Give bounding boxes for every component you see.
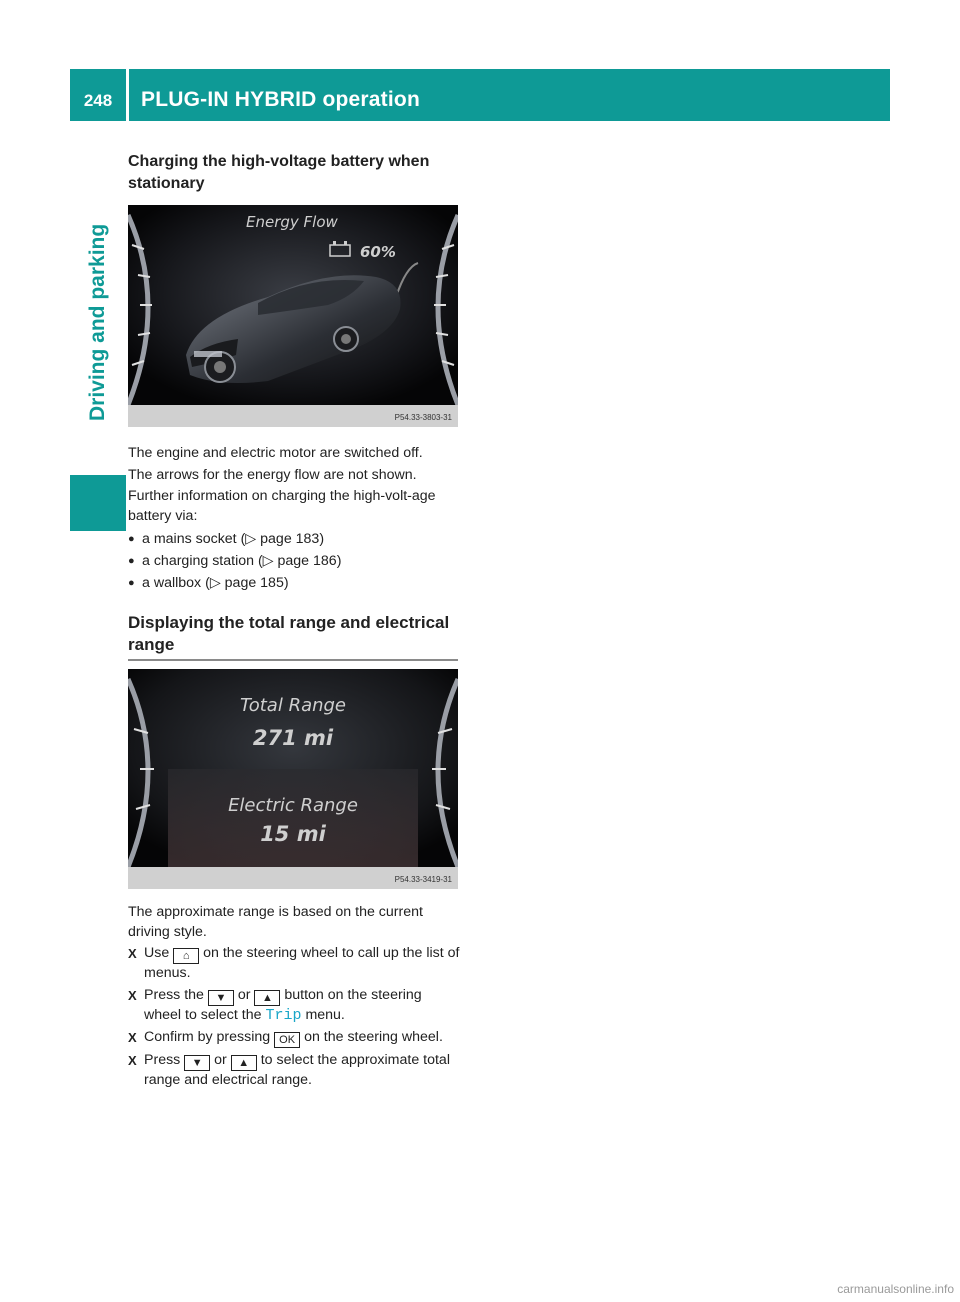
header-divider	[126, 69, 129, 121]
figure-code: P54.33-3419-31	[394, 875, 452, 884]
list-item: ● a charging station (▷ page 186)	[128, 550, 460, 572]
up-button-icon: ▲	[231, 1055, 257, 1071]
down-button-icon: ▼	[184, 1055, 210, 1071]
bullet-icon: ●	[128, 533, 135, 545]
charging-options-list	[128, 528, 460, 594]
chapter-title: PLUG-IN HYBRID operation	[141, 88, 420, 111]
trip-menu-label: Trip	[265, 1007, 302, 1024]
screen-title: Energy Flow	[246, 213, 338, 231]
energy-flow-figure	[128, 205, 458, 427]
paragraph-engine-off: The engine and electric motor are switched off.	[128, 445, 423, 461]
range-display	[128, 669, 458, 889]
step-arrow-icon: X	[128, 1030, 137, 1045]
bullet-icon: ●	[128, 577, 135, 589]
electric-range-value: 15 mi	[260, 822, 326, 846]
page-number: 248	[83, 91, 113, 110]
step-item: X Press ▼ or ▲ to select the approximate total range and electrical range.	[128, 1052, 450, 1088]
instruction-steps	[128, 944, 460, 1093]
range-figure	[128, 669, 458, 889]
section-title: Displaying the total range and electrical range	[128, 613, 450, 654]
battery-level: 60%	[360, 243, 396, 261]
list-item: ● a mains socket (▷ page 183)	[128, 528, 460, 550]
step-item: X Press the ▼ or ▲ button on the steering wheel to select the Trip menu.	[128, 987, 422, 1024]
step-arrow-icon: X	[128, 988, 137, 1003]
step-item: X Confirm by pressing OK on the steering wheel.	[128, 1029, 443, 1046]
bullet-icon: ●	[128, 555, 135, 567]
step-arrow-icon: X	[128, 946, 137, 961]
footer-watermark: carmanualsonline.info	[837, 1282, 954, 1296]
up-button-icon: ▲	[254, 990, 280, 1006]
electric-range-label: Electric Range	[228, 795, 358, 816]
list-item: ● a wallbox (▷ page 185)	[128, 572, 460, 594]
subsection-title: Charging the high-voltage battery when stationary	[128, 153, 430, 192]
step-item: X Use ⌂ on the steering wheel to call up the list of menus.	[128, 945, 460, 981]
total-range-value: 271 mi	[252, 726, 334, 750]
side-tab-label: Driving and parking	[86, 223, 109, 421]
step-arrow-icon: X	[128, 1053, 137, 1068]
paragraph-range-basis: The approximate range is based on the current driving style.	[128, 904, 423, 940]
ok-button-icon: OK	[274, 1032, 300, 1048]
total-range-label: Total Range	[239, 695, 347, 716]
side-tab-marker	[70, 475, 126, 531]
section-divider	[128, 659, 458, 661]
energy-flow-display	[128, 205, 458, 427]
home-button-icon: ⌂	[173, 948, 199, 964]
paragraph-arrows: The arrows for the energy flow are not shown.	[128, 467, 417, 483]
paragraph-further-info: Further information on charging the high-volt-age battery via:	[128, 488, 436, 524]
figure-code: P54.33-3803-31	[394, 413, 452, 422]
down-button-icon: ▼	[208, 990, 234, 1006]
